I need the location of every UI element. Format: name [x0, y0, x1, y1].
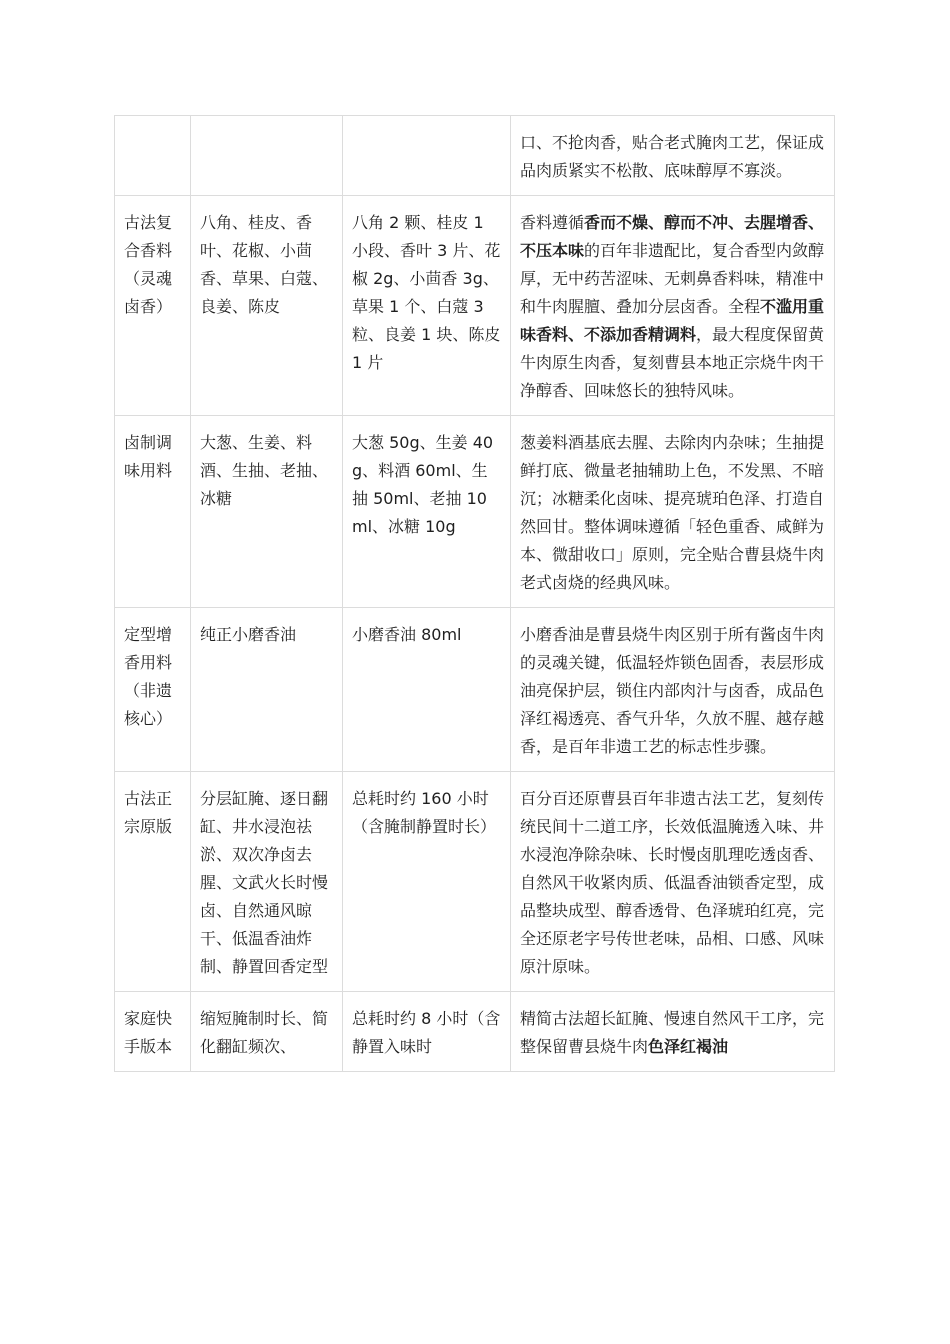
ingredients-cell: 缩短腌制时长、简化翻缸频次、 [191, 992, 343, 1072]
description-cell [511, 608, 835, 772]
description-emphasis: 香而不燥、醇而不冲、去腥增香、不压本味 [520, 213, 825, 260]
description-text: 的百年非遗配比，复合香型内敛醇厚，无中药苦涩味、无刺鼻香料味，精准中和牛肉腥膻、叠加分层卤香。全程 [520, 241, 825, 316]
page-bottom-margin [100, 1220, 860, 1344]
category-cell [115, 116, 191, 196]
description-text: 香料遵循 [520, 213, 585, 232]
category-cell: 卤制调味用料 [115, 416, 191, 608]
category-cell: 家庭快手版本 [115, 992, 191, 1072]
description-text: 百分百还原曹县百年非遗古法工艺，复刻传统民间十二道工序，长效低温腌透入味、井水浸泡净除杂味、长时慢卤肌理吃透卤香、自然风干收紧肉质、低温香油锁香定型，成品整块成型、醇香透骨、色泽琥珀红亮，完全还原老字号传世老味，品相、口感、风味原汁原味。 [520, 789, 825, 976]
amount-cell: 大葱 50g、生姜 40g、料酒 60ml、生抽 50ml、老抽 10ml、冰糖 10g [343, 416, 511, 608]
ingredients-cell: 纯正小磨香油 [191, 608, 343, 772]
amount-cell: 小磨香油 80ml [343, 608, 511, 772]
description-emphasis: 不滥用重味香料、不添加香精调料 [520, 297, 825, 344]
description-text: 小磨香油是曹县烧牛肉区别于所有酱卤牛肉的灵魂关键，低温轻炸锁色固香，表层形成油亮保护层，锁住内部肉汁与卤香，成品色泽红褐透亮、香气升华，久放不腥、越存越香，是百年非遗工艺的标志性步骤。 [520, 625, 825, 756]
table-row [115, 196, 835, 416]
ingredients-cell [191, 116, 343, 196]
description-cell [511, 772, 835, 992]
recipe-table [114, 115, 835, 1072]
description-text: 精简古法超长缸腌、慢速自然风干工序，完整保留曹县烧牛肉 [520, 1009, 825, 1056]
description-cell [511, 992, 835, 1072]
table-body [115, 116, 835, 1072]
amount-cell [343, 116, 511, 196]
ingredients-cell: 大葱、生姜、料酒、生抽、老抽、冰糖 [191, 416, 343, 608]
table-row [115, 116, 835, 196]
description-text: 葱姜料酒基底去腥、去除肉内杂味；生抽提鲜打底、微量老抽辅助上色，不发黑、不暗沉；冰糖柔化卤味、提亮琥珀色泽、打造自然回甘。整体调味遵循「轻色重香、咸鲜为本、微甜收口」原则，完全贴合曹县烧牛肉老式卤烧的经典风味。 [520, 433, 825, 592]
ingredients-cell: 八角、桂皮、香叶、花椒、小茴香、草果、白蔻、良姜、陈皮 [191, 196, 343, 416]
category-cell: 古法正宗原版 [115, 772, 191, 992]
table-row [115, 608, 835, 772]
description-cell [511, 116, 835, 196]
description-emphasis: 色泽红褐油 [648, 1037, 729, 1056]
amount-cell: 八角 2 颗、桂皮 1 小段、香叶 3 片、花椒 2g、小茴香 3g、草果 1 个、白蔻 3 粒、良姜 1 块、陈皮 1 片 [343, 196, 511, 416]
category-cell: 古法复合香料（灵魂卤香） [115, 196, 191, 416]
table-row [115, 416, 835, 608]
description-text: 口、不抢肉香，贴合老式腌肉工艺，保证成品肉质紧实不松散、底味醇厚不寡淡。 [520, 133, 825, 180]
amount-cell: 总耗时约 8 小时（含静置入味时 [343, 992, 511, 1072]
amount-cell: 总耗时约 160 小时（含腌制静置时长） [343, 772, 511, 992]
table-row [115, 992, 835, 1072]
description-cell [511, 196, 835, 416]
ingredients-cell: 分层缸腌、逐日翻缸、井水浸泡祛淤、双次净卤去腥、文武火长时慢卤、自然通风晾干、低温香油炸制、静置回香定型 [191, 772, 343, 992]
category-cell: 定型增香用料（非遗核心） [115, 608, 191, 772]
description-cell [511, 416, 835, 608]
table-row [115, 772, 835, 992]
description-text: ，最大程度保留黄牛肉原生肉香，复刻曹县本地正宗烧牛肉干净醇香、回味悠长的独特风味。 [520, 325, 825, 400]
